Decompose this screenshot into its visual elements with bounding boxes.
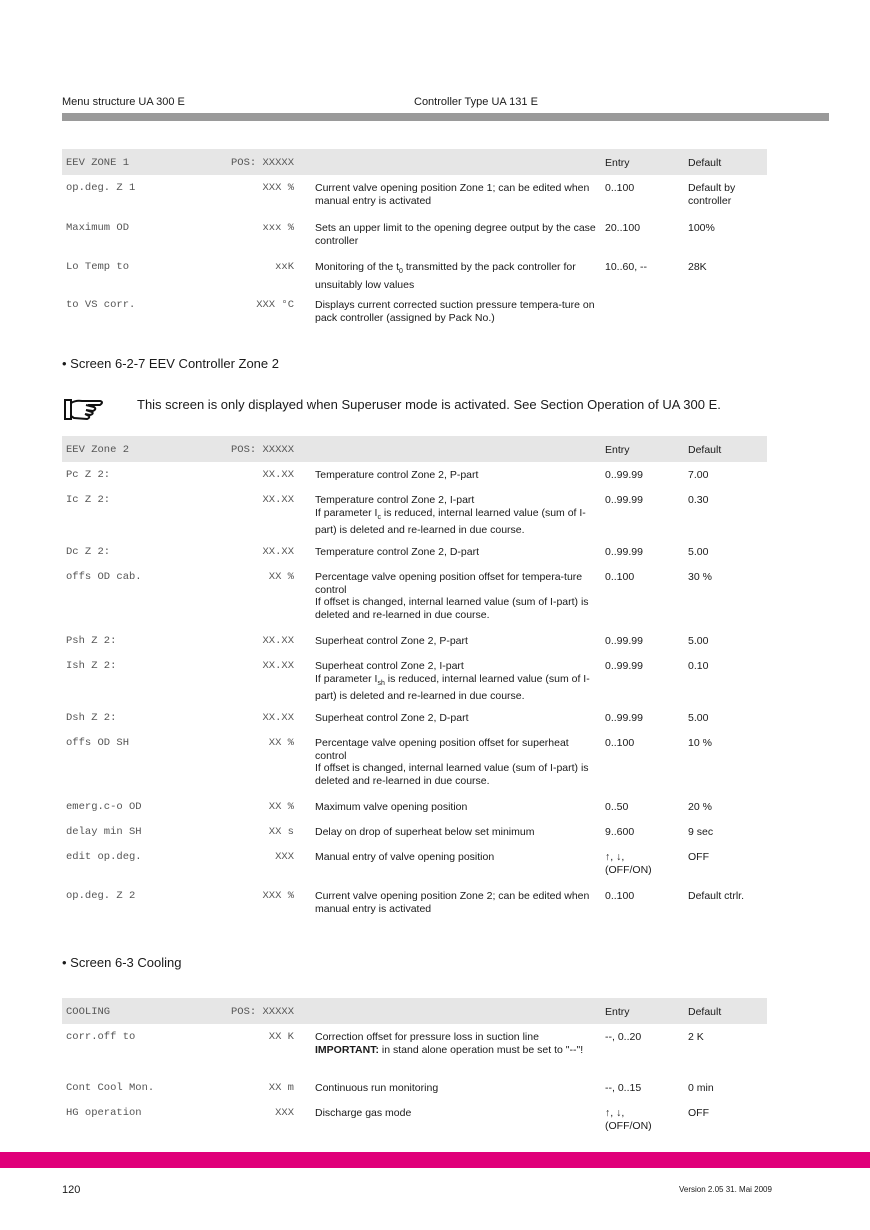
- param-description: Current valve opening position Zone 2; can be edited when manual entry is activated: [315, 890, 590, 915]
- param-value: XXX %: [262, 890, 294, 902]
- param-default: 5.00: [688, 546, 709, 558]
- table-pos: POS: XXXXX: [230, 444, 294, 456]
- table-entry-header: Entry: [605, 157, 630, 169]
- header-left: Menu structure UA 300 E: [62, 96, 185, 108]
- pointing-hand-icon: [62, 396, 108, 422]
- param-value: XX.XX: [262, 469, 294, 481]
- param-name: emerg.c-o OD: [66, 801, 142, 813]
- param-value: XXX %: [262, 182, 294, 194]
- param-name: HG operation: [66, 1107, 142, 1119]
- param-entry: 0..99.99: [605, 660, 643, 672]
- param-default: 7.00: [688, 469, 709, 481]
- table-entry-header: Entry: [605, 1006, 630, 1018]
- param-description: Discharge gas mode: [315, 1107, 412, 1119]
- param-name: Dsh Z 2:: [66, 712, 117, 724]
- superuser-note: This screen is only displayed when Superuser mode is activated. See Section Operation of UA 300 E.: [137, 397, 721, 412]
- param-entry: 0..100: [605, 571, 635, 583]
- param-value: XX m: [268, 1082, 294, 1094]
- param-default: 0.10: [688, 660, 709, 672]
- table-default-header: Default: [688, 157, 722, 169]
- table-default-header: Default: [688, 1006, 722, 1018]
- section-heading-cooling: • Screen 6-3 Cooling: [62, 955, 182, 970]
- param-value: XX.XX: [262, 712, 294, 724]
- param-entry: --, 0..20: [605, 1031, 642, 1043]
- table-pos: POS: XXXXX: [230, 1006, 294, 1018]
- param-default: 5.00: [688, 635, 709, 647]
- param-default: 9 sec: [688, 826, 714, 838]
- page-number: 120: [62, 1184, 81, 1196]
- param-entry: 9..600: [605, 826, 635, 838]
- param-entry: 0..99.99: [605, 635, 643, 647]
- param-default: OFF: [688, 851, 709, 863]
- param-description: Displays current corrected suction pressure tempera-ture on pack controller (assigned by Pack No.): [315, 299, 595, 324]
- param-value: XX.XX: [262, 546, 294, 558]
- param-description: Superheat control Zone 2, I-part If parameter $I_{sh}$ is reduced, internal learned value (sum of I-part) is deleted and re-learned in due course.: [315, 660, 590, 703]
- param-entry: 0..100: [605, 737, 635, 749]
- param-default: 20 %: [688, 801, 712, 813]
- param-entry: 0..99.99: [605, 494, 643, 506]
- param-name: op.deg. Z 2: [66, 890, 136, 902]
- table-default-header: Default: [688, 444, 722, 456]
- param-name: op.deg. Z 1: [66, 182, 136, 194]
- param-entry: 0..99.99: [605, 469, 643, 481]
- param-entry: 10..60, --: [605, 261, 648, 273]
- table-header: [62, 998, 767, 1024]
- param-description: Temperature control Zone 2, P-part: [315, 469, 479, 481]
- param-value: XXX: [275, 851, 294, 863]
- table-cooling: [62, 998, 767, 1132]
- param-value: XXX: [275, 1107, 294, 1119]
- param-name: delay min SH: [66, 826, 142, 838]
- table-header: [62, 149, 767, 175]
- param-name: Lo Temp to: [66, 261, 130, 273]
- param-value: xxx %: [262, 222, 294, 234]
- footer-accent-bar: [0, 1152, 870, 1168]
- header-center: Controller Type UA 131 E: [414, 96, 538, 108]
- section-heading-zone-2: • Screen 6-2-7 EEV Controller Zone 2: [62, 356, 279, 371]
- param-description: Sets an upper limit to the opening degree output by the case controller: [315, 222, 596, 247]
- param-name: Dc Z 2:: [66, 546, 111, 558]
- param-name: Ish Z 2:: [66, 660, 117, 672]
- param-description: Continuous run monitoring: [315, 1082, 439, 1094]
- param-name: offs OD cab.: [66, 571, 142, 583]
- param-name: offs OD SH: [66, 737, 130, 749]
- param-value: XX.XX: [262, 660, 294, 672]
- param-default: 0.30: [688, 494, 709, 506]
- param-name: Maximum OD: [66, 222, 130, 234]
- table-title: EEV ZONE 1: [66, 157, 130, 169]
- param-name: Ic Z 2:: [66, 494, 111, 506]
- param-entry: 20..100: [605, 222, 641, 234]
- param-entry: 0..100: [605, 890, 635, 902]
- param-default: 28K: [688, 261, 707, 273]
- param-entry: 0..99.99: [605, 712, 643, 724]
- param-description: Temperature control Zone 2, D-part: [315, 546, 479, 558]
- param-default: 0 min: [688, 1082, 714, 1094]
- param-entry: 0..100: [605, 182, 635, 194]
- param-description: Manual entry of valve opening position: [315, 851, 495, 863]
- param-description: Correction offset for pressure loss in suction line IMPORTANT: in stand alone operation must be set to "--"!: [315, 1031, 584, 1056]
- param-value: XX K: [268, 1031, 294, 1043]
- param-description: Maximum valve opening position: [315, 801, 468, 813]
- param-name: Cont Cool Mon.: [66, 1082, 155, 1094]
- param-value: XX.XX: [262, 635, 294, 647]
- param-entry: 0..50: [605, 801, 629, 813]
- param-entry: ↑, ↓, (OFF/ON): [605, 851, 652, 876]
- param-entry: 0..99.99: [605, 546, 643, 558]
- param-name: to VS corr.: [66, 299, 136, 311]
- param-value: xxK: [275, 261, 294, 273]
- version-info: Version 2.05 31. Mai 2009: [679, 1185, 772, 1194]
- param-description: Percentage valve opening position offset for superheat control If offset is changed, internal learned value (sum of I-part) is deleted and re-learned in due course.: [315, 737, 589, 787]
- param-name: Pc Z 2:: [66, 469, 111, 481]
- table-title: EEV Zone 2: [66, 444, 130, 456]
- param-description: Percentage valve opening position offset for tempera-ture control If offset is changed, internal learned value (sum of I-part) is deleted and re-learned in due course.: [315, 571, 589, 621]
- param-value: XX s: [268, 826, 294, 838]
- param-description: Temperature control Zone 2, I-part If parameter $I_c$ is reduced, internal learned value (sum of I-part) is deleted and re-learned in due course.: [315, 494, 586, 537]
- param-default: 10 %: [688, 737, 712, 749]
- param-default: 5.00: [688, 712, 709, 724]
- param-name: Psh Z 2:: [66, 635, 117, 647]
- param-default: Default by controller: [688, 182, 736, 207]
- param-value: XX %: [268, 801, 294, 813]
- param-entry: ↑, ↓, (OFF/ON): [605, 1107, 652, 1132]
- table-entry-header: Entry: [605, 444, 630, 456]
- param-description: Superheat control Zone 2, D-part: [315, 712, 469, 724]
- param-description: Monitoring of the $t_0$ transmitted by the pack controller for unsuitably low values: [315, 261, 576, 291]
- param-value: XX %: [268, 737, 294, 749]
- param-name: edit op.deg.: [66, 851, 142, 863]
- param-default: OFF: [688, 1107, 709, 1119]
- param-description: Current valve opening position Zone 1; can be edited when manual entry is activated: [315, 182, 590, 207]
- param-default: 30 %: [688, 571, 712, 583]
- param-default: 100%: [688, 222, 715, 234]
- param-value: XX.XX: [262, 494, 294, 506]
- param-name: corr.off to: [66, 1031, 136, 1043]
- param-description: Superheat control Zone 2, P-part: [315, 635, 468, 647]
- table-title: COOLING: [66, 1006, 111, 1018]
- table-eev-zone-2: [62, 436, 767, 915]
- param-value: XX %: [268, 571, 294, 583]
- param-value: XXX °C: [256, 299, 294, 311]
- table-header: [62, 436, 767, 462]
- param-entry: --, 0..15: [605, 1082, 642, 1094]
- param-default: Default ctrlr.: [688, 890, 745, 902]
- table-eev-zone-1: [62, 149, 767, 324]
- header-divider: [62, 113, 829, 121]
- param-default: 2 K: [688, 1031, 704, 1043]
- param-description: Delay on drop of superheat below set minimum: [315, 826, 535, 838]
- table-pos: POS: XXXXX: [230, 157, 294, 169]
